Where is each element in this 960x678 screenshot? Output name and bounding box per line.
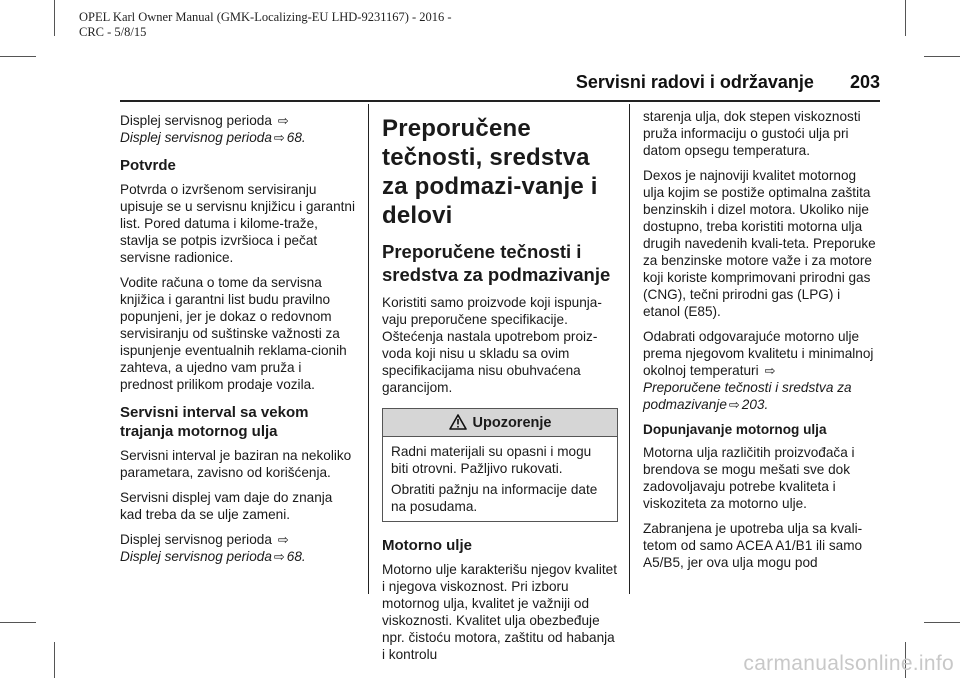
column-right bbox=[643, 108, 879, 579]
reference-arrow-icon: ⇨ bbox=[764, 363, 776, 378]
crop-mark bbox=[0, 56, 36, 57]
reference-arrow-icon: ⇨ bbox=[728, 397, 740, 412]
warning-title: Upozorenje bbox=[472, 415, 552, 431]
column-divider bbox=[368, 104, 369, 594]
crop-mark bbox=[924, 56, 960, 57]
header-rule bbox=[120, 100, 880, 102]
cross-reference[interactable]: Displej servisnog perioda ⇨ 68. bbox=[120, 130, 306, 145]
running-head bbox=[576, 72, 880, 93]
reference-arrow-icon: ⇨ bbox=[273, 130, 285, 145]
warning-triangle-icon bbox=[449, 414, 467, 430]
paragraph: Displej servisnog perioda ⇨ bbox=[120, 532, 289, 547]
watermark: carmanualsonline.info bbox=[743, 652, 954, 675]
cross-reference[interactable]: Displej servisnog perioda ⇨ 68. bbox=[120, 549, 306, 564]
warning-box bbox=[382, 408, 618, 522]
paragraph: Motorna ulja različitih proizvođača i brendova se mogu mešati sve dok zadovoljavaju potrebe kvaliteta i viskoziteta za motorno ulje. bbox=[643, 445, 855, 511]
page-number: 203 bbox=[849, 72, 880, 92]
paragraph: Odabrati odgovarajuće motorno ulje prema njegovom kvalitetu i minimalnoj okolnoj temperaturi ⇨ bbox=[643, 329, 874, 378]
print-header-line: CRC - 5/8/15 bbox=[79, 25, 147, 39]
section-heading: Servisni interval sa vekom trajanja motornog ulja bbox=[120, 404, 309, 440]
chapter-heading: Preporučene tečnosti, sredstva za podmazi-vanje i delovi bbox=[382, 115, 598, 229]
section-heading: Dopunjavanje motornog ulja bbox=[643, 422, 827, 437]
paragraph: Potvrda o izvršenom servisiranju upisuje se u servisnu knjižicu i garantni list. Pored datuma i kilome-traže, stavlja se potpis izvršioca i pečat servisne radionice. bbox=[120, 182, 355, 265]
paragraph: starenja ulja, dok stepen viskoznosti pruža informaciju o gustoći ulja pri datom opsegu temperatura. bbox=[643, 109, 861, 158]
crop-mark bbox=[54, 0, 55, 36]
section-heading: Motorno ulje bbox=[382, 537, 472, 554]
crop-mark bbox=[924, 622, 960, 623]
column-divider bbox=[629, 104, 630, 594]
crop-mark bbox=[0, 622, 36, 623]
paragraph: Koristiti samo proizvode koji ispunja-vaju preporučene specifikacije. Oštećenja nastala upotrebom proiz-voda koji nisu u skladu sa ovim specifikacijama nisu obuhvaćena garancijom. bbox=[382, 295, 602, 395]
reference-arrow-icon: ⇨ bbox=[277, 113, 289, 128]
column-left bbox=[120, 108, 356, 573]
cross-reference[interactable]: Preporučene tečnosti i sredstva za podmazivanje ⇨ 203. bbox=[643, 380, 852, 412]
crop-mark bbox=[905, 0, 906, 36]
reference-arrow-icon: ⇨ bbox=[277, 532, 289, 547]
paragraph: Radni materijali su opasni i mogu biti otrovni. Pažljivo rukovati. bbox=[391, 444, 592, 476]
paragraph: Displej servisnog perioda ⇨ bbox=[120, 113, 289, 128]
print-header bbox=[79, 10, 452, 40]
warning-header bbox=[383, 409, 617, 437]
paragraph: Servisni displej vam daje do znanja kad treba da se ulje zameni. bbox=[120, 490, 333, 522]
paragraph: Zabranjena je upotreba ulja sa kvali-tetom od samo ACEA A1/B1 ili samo A5/B5, jer ova ulja mogu pod bbox=[643, 521, 863, 570]
paragraph: Obratiti pažnju na informacije date na posudama. bbox=[391, 482, 598, 514]
reference-arrow-icon: ⇨ bbox=[273, 549, 285, 564]
subchapter-heading: Preporučene tečnosti i sredstva za podmazivanje bbox=[382, 241, 611, 285]
section-title: Servisni radovi i održavanje bbox=[575, 72, 814, 92]
print-header-line: OPEL Karl Owner Manual (GMK-Localizing-EU LHD-9231167) - 2016 - bbox=[79, 10, 452, 24]
paragraph: Vodite računa o tome da servisna knjižica i garantni list budu pravilno popunjeni, jer je dokaz o redovnom servisiranju od suštinske važnosti za ispunjenje eventualnih reklama-cionih zahteva, a ujedno vam pruža i prednost prilikom prodaje vozila. bbox=[120, 275, 347, 392]
section-heading: Potvrde bbox=[120, 157, 176, 174]
paragraph: Motorno ulje karakterišu njegov kvalitet i njegova viskoznost. Pri izboru motornog ulja, kvalitet je važniji od viskoznosti. Kvalitet ulja obezbeđuje npr. čistoću motora, zaštitu od habanja i kontrolu bbox=[382, 562, 617, 662]
column-middle bbox=[382, 108, 618, 671]
crop-mark bbox=[54, 642, 55, 678]
paragraph: Servisni interval je baziran na nekoliko parametara, zavisno od korišćenja. bbox=[120, 448, 352, 480]
paragraph: Dexos je najnoviji kvalitet motornog ulja kojim se postiže optimalna zaštita benzinskih i dizel motora. Ukoliko nije dostupno, treba koristiti motorna ulja drugih navedenih kvali-teta. Preporuke za benzinske motore važe i za motore koji koriste komprimovani prirodni gas (CNG), tečni prirodni gas (LPG) i etanol (E85). bbox=[643, 168, 876, 319]
warning-body bbox=[383, 437, 617, 521]
